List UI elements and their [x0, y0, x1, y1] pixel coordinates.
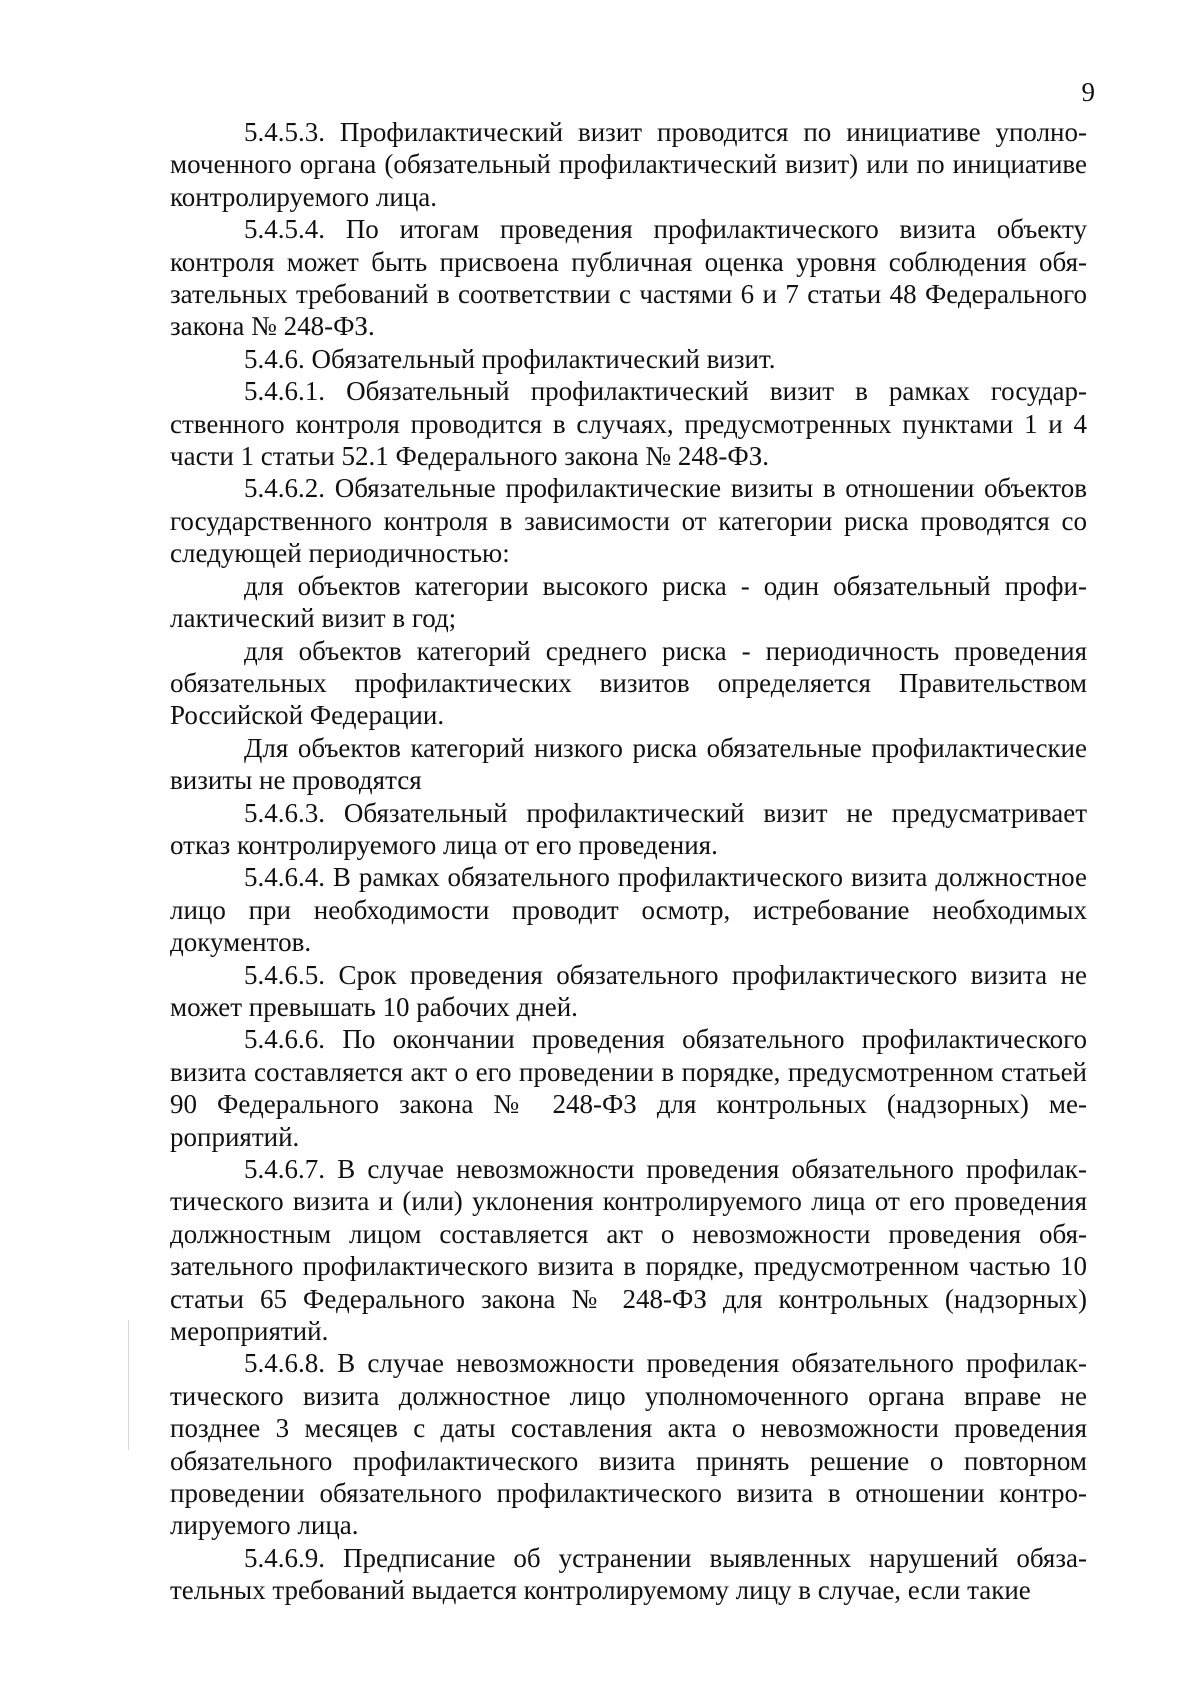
paragraph-5-4-6-4: 5.4.6.4. В рамках обязательного профилактического визита должностное лицо при необходимости проводит осмотр, истребование необходимых документов. — [170, 862, 1087, 958]
paragraph-5-4-6-6: 5.4.6.6. По окончании проведения обязательного профилактического визита составляется акт о его проведении в порядке, предусмотренном статьей 90 Федерального закона № 248-ФЗ для контрольных (надзорных) мероприятий. — [170, 1024, 1087, 1152]
paragraph-5-4-5-4: 5.4.5.4. По итогам проведения профилактического визита объекту контроля может быть присвоена публичная оценка уровня соблюдения обязательных требований в соответствии с частями 6 и 7 статьи 48 Федерального закона № 248-ФЗ. — [170, 214, 1087, 342]
paragraph-5-4-5-3: 5.4.5.3. Профилактический визит проводится по инициативе уполномоченного органа (обязательный профилактический визит) или по инициативе контролируемого лица. — [170, 117, 1087, 212]
scan-margin-mark — [128, 1320, 129, 1450]
paragraph-5-4-6-7: 5.4.6.7. В случае невозможности проведения обязательного профилактического визита и (или) уклонения контролируемого лица от его проведения должностным лицом составляется акт о невозможности проведения обязательного профилактического визита в порядке, предусмотренном частью 10 статьи 65 Федерального закона № 248-ФЗ для контрольных (надзорных) мероприятий. — [170, 1154, 1087, 1347]
paragraph-high-risk: для объектов категории высокого риска - один обязательный профилактический визит в год; — [170, 570, 1087, 634]
paragraph-5-4-6-3: 5.4.6.3. Обязательный профилактический визит не предусматривает отказ контролируемого лица от его проведения. — [170, 797, 1087, 860]
paragraph-5-4-6-5: 5.4.6.5. Срок проведения обязательного профилактического визита не может превышать 10 рабочих дней. — [170, 959, 1087, 1022]
paragraph-5-4-6-1: 5.4.6.1. Обязательный профилактический визит в рамках государственного контроля проводится в случаях, предусмотренных пунктами 1 и 4 части 1 статьи 52.1 Федерального закона № 248-ФЗ. — [170, 376, 1087, 472]
document-body — [170, 116, 1087, 1607]
paragraph-5-4-6: 5.4.6. Обязательный профилактический визит. — [244, 343, 776, 374]
paragraph-medium-risk: для объектов категорий среднего риска - периодичность проведения обязательных профилактических визитов определяется Правительством Российской Федерации. — [170, 635, 1087, 731]
paragraph-5-4-6-8: 5.4.6.8. В случае невозможности проведения обязательного профилактического визита должностное лицо уполномоченного органа вправе не позднее 3 месяцев с даты составления акта о невозможности проведения обязательного профилактического визита принять решение о повторном проведении обязательного профилактического визита в отношении контролируемого лица. — [170, 1348, 1087, 1541]
page-number: 9 — [1081, 77, 1095, 107]
paragraph-low-risk: Для объектов категорий низкого риска обязательные профилактические визиты не проводятся — [170, 732, 1087, 796]
paragraph-5-4-6-9: 5.4.6.9. Предписание об устранении выявленных нарушений обязательных требований выдается контролируемому лицу в случае, если такие — [170, 1542, 1087, 1606]
paragraph-5-4-6-2: 5.4.6.2. Обязательные профилактические визиты в отношении объектов государственного контроля в зависимости от категории риска проводятся со следующей периодичностью: — [170, 473, 1087, 569]
